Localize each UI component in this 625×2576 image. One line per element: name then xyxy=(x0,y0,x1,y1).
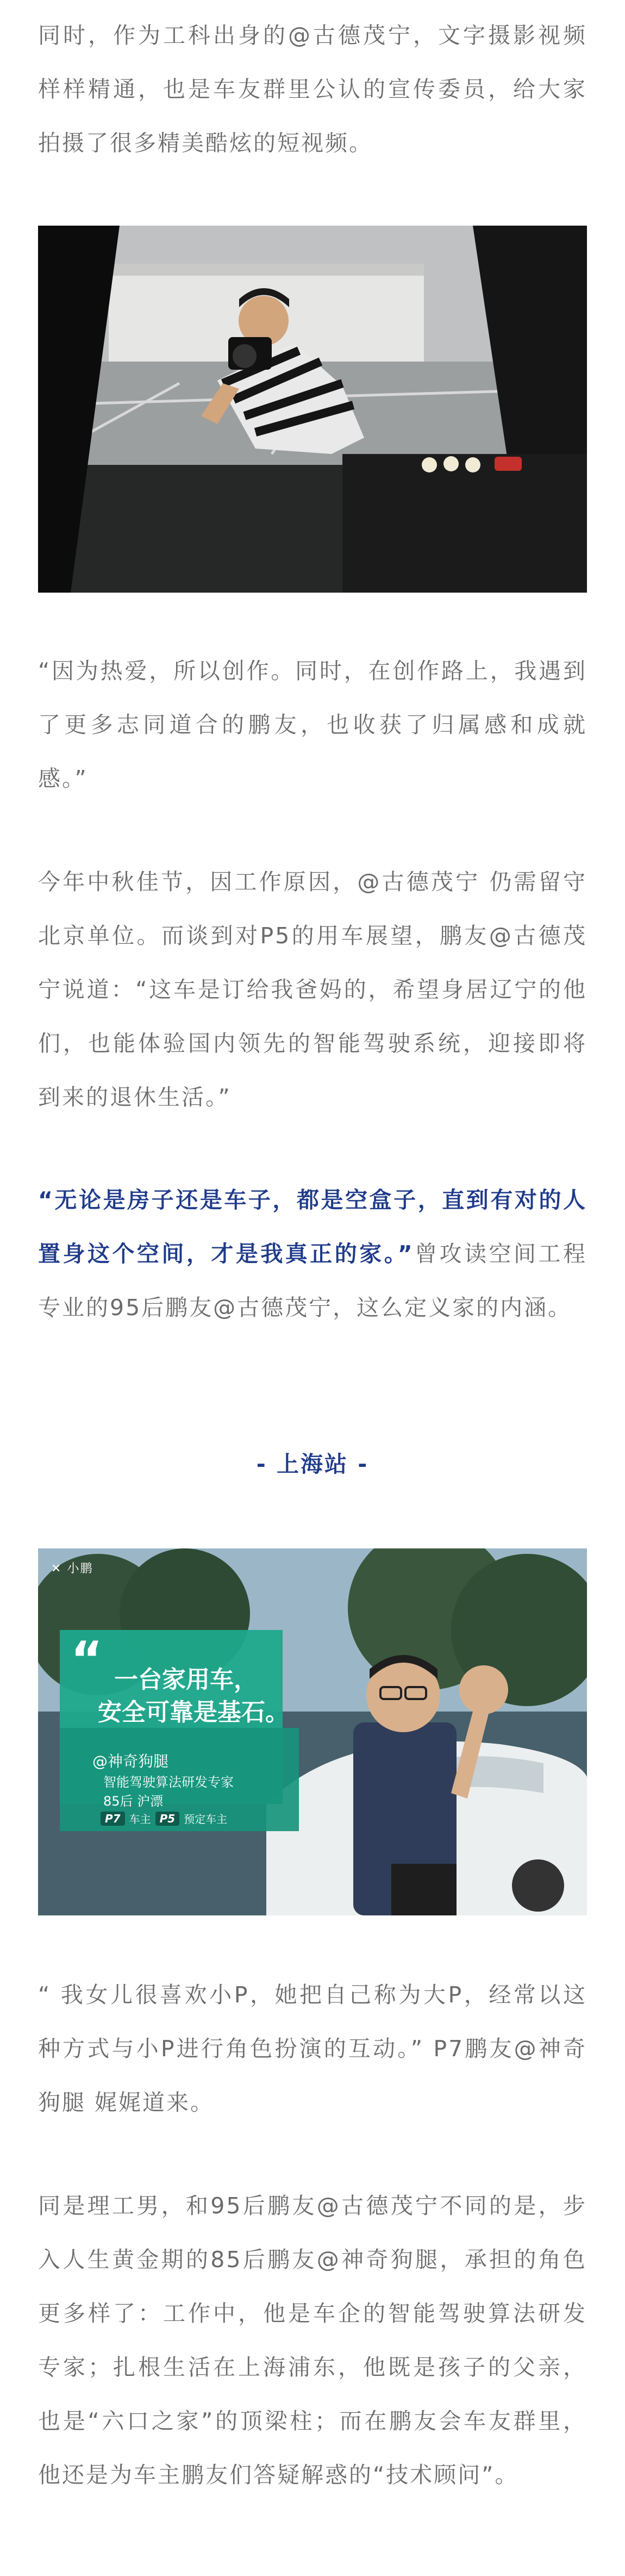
owner-info-card xyxy=(38,1548,587,1915)
paragraph-engineer-roles: 同是理工男，和95后鹏友@古德茂宁不同的是，步入人生黄金期的85后鹏友@神奇狗腿，承担的角色更多样了：工作中，他是车企的智能驾驶算法研发专家；扎根生活在上海浦东，他既是孩子的父亲，也是“六口之家”的顶梁柱；而在鹏友会车友群里，他还是为车主鹏友们答疑解惑的“技术顾问”。 xyxy=(38,2193,587,2488)
card-quote-mark: “ xyxy=(71,1631,103,1688)
brand-logo xyxy=(51,1559,93,1576)
brand-name: 小鹏 xyxy=(67,1562,93,1576)
card-owner-name: @神奇狗腿 xyxy=(92,1752,169,1770)
badge-p5: P5 xyxy=(155,1812,180,1826)
paragraph-mid-autumn: 今年中秋佳节，因工作原因，@古德茂宁 仍需留守北京单位。而谈到对P5的用车展望，鹏友@古德茂宁说道：“这车是订给我爸妈的，希望身居辽宁的他们，也能体验国内领先的智能驾驶系统，迎接即将到来的退休生活。” xyxy=(38,869,587,1110)
card-quote-line-2: 安全可靠是基石。 xyxy=(98,1698,289,1726)
badge-p7: P7 xyxy=(101,1812,125,1826)
card-owner-role: 智能驾驶算法研发专家 xyxy=(103,1775,234,1790)
photographer-scene xyxy=(38,226,587,593)
card-badges xyxy=(101,1810,227,1826)
badge-p7-text: 车主 xyxy=(129,1813,151,1826)
paragraph-home-definition-rest: 曾攻读空间工程专业的95后鹏友@古德茂宁，这么定义家的内涵。 xyxy=(38,1241,587,1321)
emphasis-quote: “无论是房子还是车子，都是空盒子，直到有对的人置身这个空间，才是我真正的家。” xyxy=(38,1187,587,1267)
card-quote-line-1: 一台家用车， xyxy=(114,1666,258,1694)
paragraph-creator-intro: 同时，作为工科出身的@古德茂宁，文字摄影视频样样精通，也是车友群里公认的宣传委员，给大家拍摄了很多精美酷炫的短视频。 xyxy=(38,22,587,156)
card-owner-tags: 85后 沪漂 xyxy=(103,1794,164,1809)
photo-photographer xyxy=(38,226,587,593)
brand-x-icon: ✕ xyxy=(51,1562,67,1576)
paragraph-home-definition xyxy=(38,1173,587,1335)
paragraph-daughter-quote: “ 我女儿很喜欢小P，她把自己称为大P，经常以这种方式与小P进行角色扮演的互动。” P7鹏友@神奇狗腿 娓娓道来。 xyxy=(38,1982,587,2115)
photo-owner-portrait xyxy=(38,1548,587,1915)
paragraph-creator-quote: “因为热爱，所以创作。同时，在创作路上，我遇到了更多志同道合的鹏友，也收获了归属感和成就感。” xyxy=(38,658,587,792)
badge-p5-text: 预定车主 xyxy=(184,1813,228,1826)
section-heading-shanghai: - 上海站 - xyxy=(256,1451,369,1477)
